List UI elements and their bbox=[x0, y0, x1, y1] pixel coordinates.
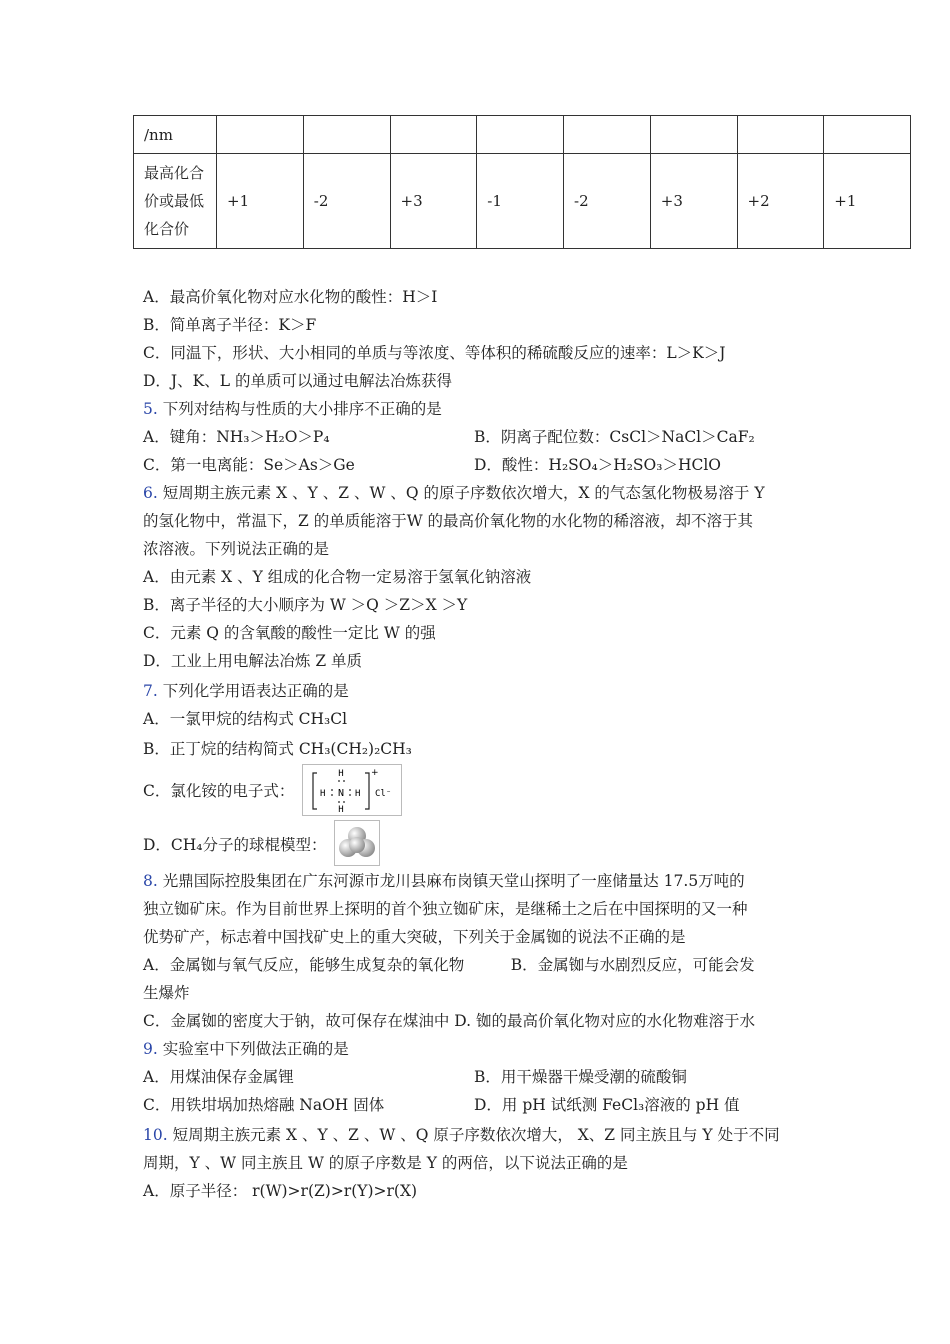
q9-option-b: B．用干燥器干燥受潮的硫酸铜 bbox=[474, 1068, 687, 1086]
q9-option-c: C．用铁坩埚加热熔融 NaOH 固体 bbox=[143, 1096, 385, 1114]
question-number: 6. bbox=[143, 484, 158, 502]
table-cell: +1 bbox=[824, 154, 911, 249]
table-cell: +1 bbox=[217, 154, 304, 249]
table-cell: -2 bbox=[303, 154, 390, 249]
lewis-structure-icon bbox=[303, 765, 401, 815]
q7-option-a: A．一氯甲烷的结构式 CH₃Cl bbox=[143, 710, 348, 728]
q10-stem-line2: 周期，Y 、W 同主族且 W 的原子序数是 Y 的两倍，以下说法正确的是 bbox=[143, 1154, 628, 1172]
table-cell: -2 bbox=[564, 154, 651, 249]
question-number: 10. bbox=[143, 1126, 168, 1144]
q5-stem bbox=[143, 398, 442, 420]
q9-option-d: D．用 pH 试纸测 FeCl₃溶液的 pH 值 bbox=[474, 1096, 740, 1114]
lewis-h-left: H bbox=[320, 789, 326, 799]
question-text: 短周期主族元素 X 、Y 、Z 、W 、Q 原子序数依次增大， X、Z 同主族且与 Y 处于不同 bbox=[172, 1126, 780, 1144]
q8-options-cd: C．金属铷的密度大于钠，故可保存在煤油中 D. 铷的最高价氧化物对应的水化物难溶于水 bbox=[143, 1012, 756, 1030]
q6-option-b: B．离子半径的大小顺序为 W ＞Q ＞Z＞X ＞Y bbox=[143, 596, 468, 614]
q7-option-b: B．正丁烷的结构简式 CH₃(CH₂)₂CH₃ bbox=[143, 740, 412, 758]
table-row-header: 最高化合价或最低化合价 bbox=[134, 154, 217, 249]
q4-option-d: D．J、K、L 的单质可以通过电解法冶炼获得 bbox=[143, 372, 452, 390]
element-properties-table bbox=[133, 115, 911, 249]
q5-option-a: A．键角：NH₃＞H₂O＞P₄ bbox=[143, 428, 330, 446]
q8-stem-line1 bbox=[143, 870, 745, 892]
question-number: 5. bbox=[143, 400, 158, 418]
table-cell bbox=[737, 116, 824, 154]
lewis-h-bottom: H bbox=[338, 805, 344, 815]
q4-option-c: C．同温下，形状、大小相同的单质与等浓度、等体积的稀硫酸反应的速率：L＞K＞J bbox=[143, 344, 726, 362]
q4-option-b: B．简单离子半径：K＞F bbox=[143, 316, 317, 334]
question-text: 下列化学用语表达正确的是 bbox=[162, 682, 349, 700]
table-cell bbox=[217, 116, 304, 154]
question-number: 9. bbox=[143, 1040, 158, 1058]
question-text: 下列对结构与性质的大小排序不正确的是 bbox=[162, 400, 442, 418]
q8-stem-line2: 独立铷矿床。作为目前世界上探明的首个独立铷矿床，是继稀土之后在中国探明的又一种 bbox=[143, 900, 748, 918]
question-text: 短周期主族元素 X 、Y 、Z 、W 、Q 的原子序数依次增大，X 的气态氢化物极易溶于 Y bbox=[162, 484, 765, 502]
table-cell bbox=[303, 116, 390, 154]
table-cell bbox=[824, 116, 911, 154]
q8-options-ab: A．金属铷与氧气反应，能够生成复杂的氧化物 B．金属铷与水剧烈反应，可能会发 bbox=[143, 956, 755, 974]
table-cell: -1 bbox=[477, 154, 564, 249]
q9-stem bbox=[143, 1038, 349, 1060]
q6-option-a: A．由元素 X 、Y 组成的化合物一定易溶于氢氧化钠溶液 bbox=[143, 568, 532, 586]
lewis-anion: Cl⁻ bbox=[375, 789, 392, 799]
q7-stem bbox=[143, 680, 349, 702]
q10-stem-line1 bbox=[143, 1124, 780, 1146]
ball-stick-model-icon bbox=[335, 821, 379, 865]
q6-option-d: D．工业上用电解法冶炼 Z 单质 bbox=[143, 652, 363, 670]
lewis-h-right: H bbox=[355, 789, 361, 799]
question-number: 8. bbox=[143, 872, 158, 890]
q6-stem-line2: 的氢化物中，常温下，Z 的单质能溶于W 的最高价氧化物的水化物的稀溶液，却不溶于其 bbox=[143, 512, 754, 530]
q5-option-b: B．阴离子配位数：CsCl＞NaCl＞CaF₂ bbox=[474, 428, 755, 446]
table-cell bbox=[390, 116, 477, 154]
q10-option-a: A．原子半径： r(W)>r(Z)>r(Y)>r(X) bbox=[143, 1182, 418, 1200]
table-row-header: /nm bbox=[134, 116, 217, 154]
table-row bbox=[134, 116, 911, 154]
q6-option-c: C．元素 Q 的含氧酸的酸性一定比 W 的强 bbox=[143, 624, 436, 642]
table-cell bbox=[650, 116, 737, 154]
q8-stem-line3: 优势矿产，标志着中国找矿史上的重大突破，下列关于金属铷的说法不正确的是 bbox=[143, 928, 686, 946]
table-row bbox=[134, 154, 911, 249]
q8-options-ab-cont: 生爆炸 bbox=[143, 984, 190, 1002]
q7-option-c: C．氯化铵的电子式： bbox=[143, 782, 295, 800]
question-number: 7. bbox=[143, 682, 158, 700]
q6-stem-line1 bbox=[143, 482, 765, 504]
q4-option-a: A．最高价氧化物对应水化物的酸性：H＞I bbox=[143, 288, 438, 306]
lewis-n: N bbox=[337, 788, 345, 799]
question-text: 实验室中下列做法正确的是 bbox=[162, 1040, 349, 1058]
q6-stem-line3: 浓溶液。下列说法正确的是 bbox=[143, 540, 330, 558]
q7-option-d: D．CH₄分子的球棍模型： bbox=[143, 836, 327, 854]
lewis-h-top: H bbox=[338, 769, 344, 779]
methane-ball-stick-model bbox=[334, 820, 380, 866]
lewis-charge: + bbox=[371, 768, 379, 778]
table-cell: +3 bbox=[650, 154, 737, 249]
table-cell: +2 bbox=[737, 154, 824, 249]
q9-option-a: A．用煤油保存金属锂 bbox=[143, 1068, 294, 1086]
question-text: 光鼎国际控股集团在广东河源市龙川县麻布岗镇天堂山探明了一座储量达 17.5万吨的 bbox=[162, 872, 745, 890]
q5-option-c: C．第一电离能：Se＞As＞Ge bbox=[143, 456, 355, 474]
ammonium-chloride-lewis-structure bbox=[302, 764, 402, 816]
q5-option-d: D．酸性：H₂SO₄＞H₂SO₃＞HClO bbox=[474, 456, 722, 474]
table-cell bbox=[477, 116, 564, 154]
table-cell bbox=[564, 116, 651, 154]
table-cell: +3 bbox=[390, 154, 477, 249]
